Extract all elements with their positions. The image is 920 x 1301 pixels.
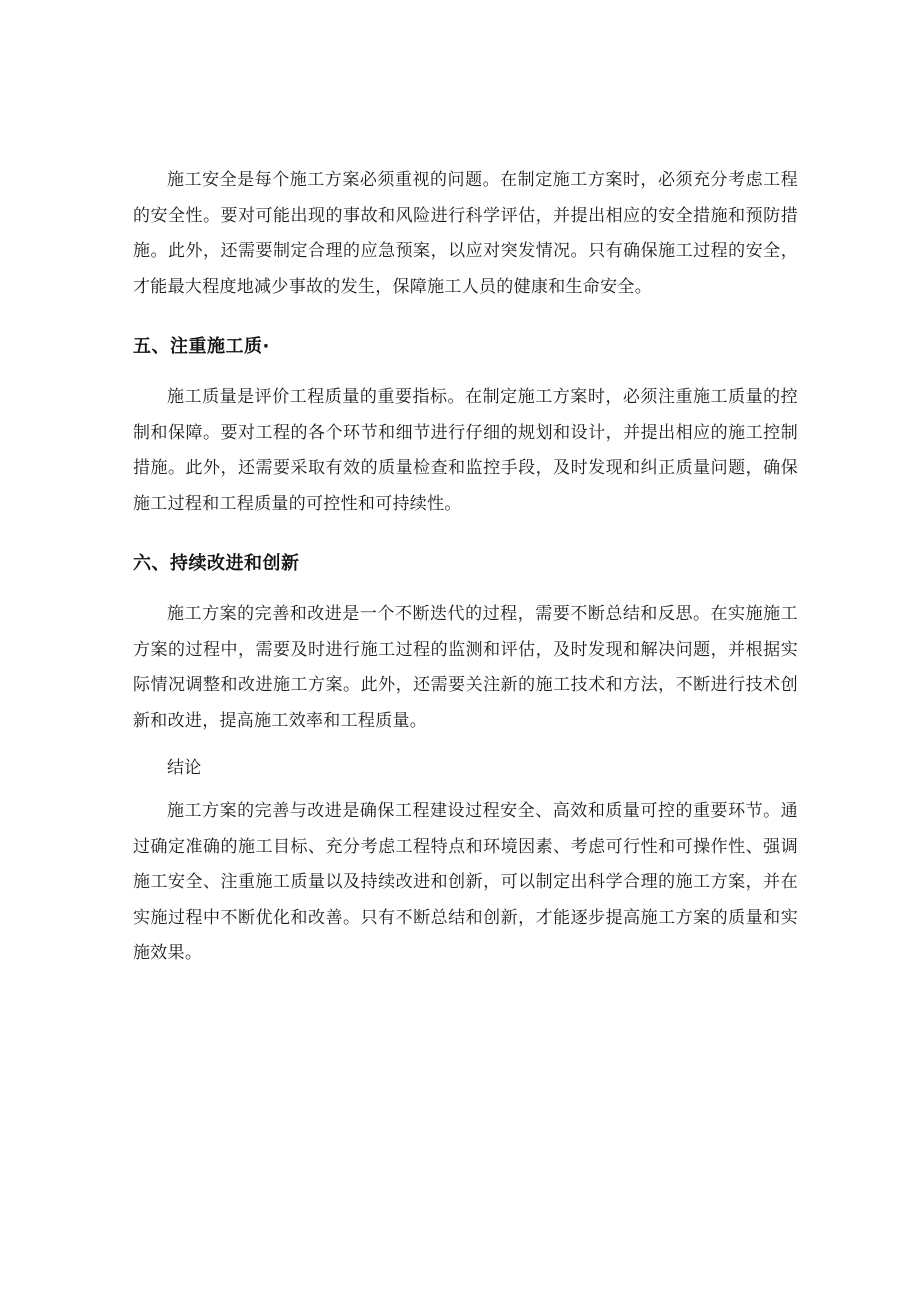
section-5-heading: 五、注重施工质· [133,336,270,357]
paragraph-construction-safety: 施工安全是每个施工方案必须重视的问题。在制定施工方案时，必须充分考虑工程的安全性。要对可能出现的事故和风险进行科学评估，并提出相应的安全措施和预防措施。此外，还需要制定合理的应急预案，以应对突发情况。只有确保施工过程的安全，才能最大程度地减少事故的发生，保障施工人员的健康和生命安全。 [133,170,798,297]
conclusion-heading: 结论 [167,758,202,778]
section-6-paragraph: 施工方案的完善和改进是一个不断迭代的过程，需要不断总结和反思。在实施施工方案的过程中，需要及时进行施工过程的监测和评估，及时发现和解决问题，并根据实际情况调整和改进施工方案。此外，还需要关注新的施工技术和方法，不断进行技术创新和改进，提高施工效率和工程质量。 [133,604,798,731]
section-5-paragraph: 施工质量是评价工程质量的重要指标。在制定施工方案时，必须注重施工质量的控制和保障。要对工程的各个环节和细节进行仔细的规划和设计，并提出相应的施工控制措施。此外，还需要采取有效的质量检查和监控手段，及时发现和纠正质量问题，确保施工过程和工程质量的可控性和可持续性。 [133,387,798,514]
document-content [133,163,798,972]
conclusion-paragraph: 施工方案的完善与改进是确保工程建设过程安全、高效和质量可控的重要环节。通过确定准确的施工目标、充分考虑工程特点和环境因素、考虑可行性和可操作性、强调施工安全、注重施工质量以及持续改进和创新，可以制定出科学合理的施工方案，并在实施过程中不断优化和改善。只有不断总结和创新，才能逐步提高施工方案的质量和实施效果。 [133,801,798,963]
section-6-heading: 六、持续改进和创新 [133,553,300,574]
